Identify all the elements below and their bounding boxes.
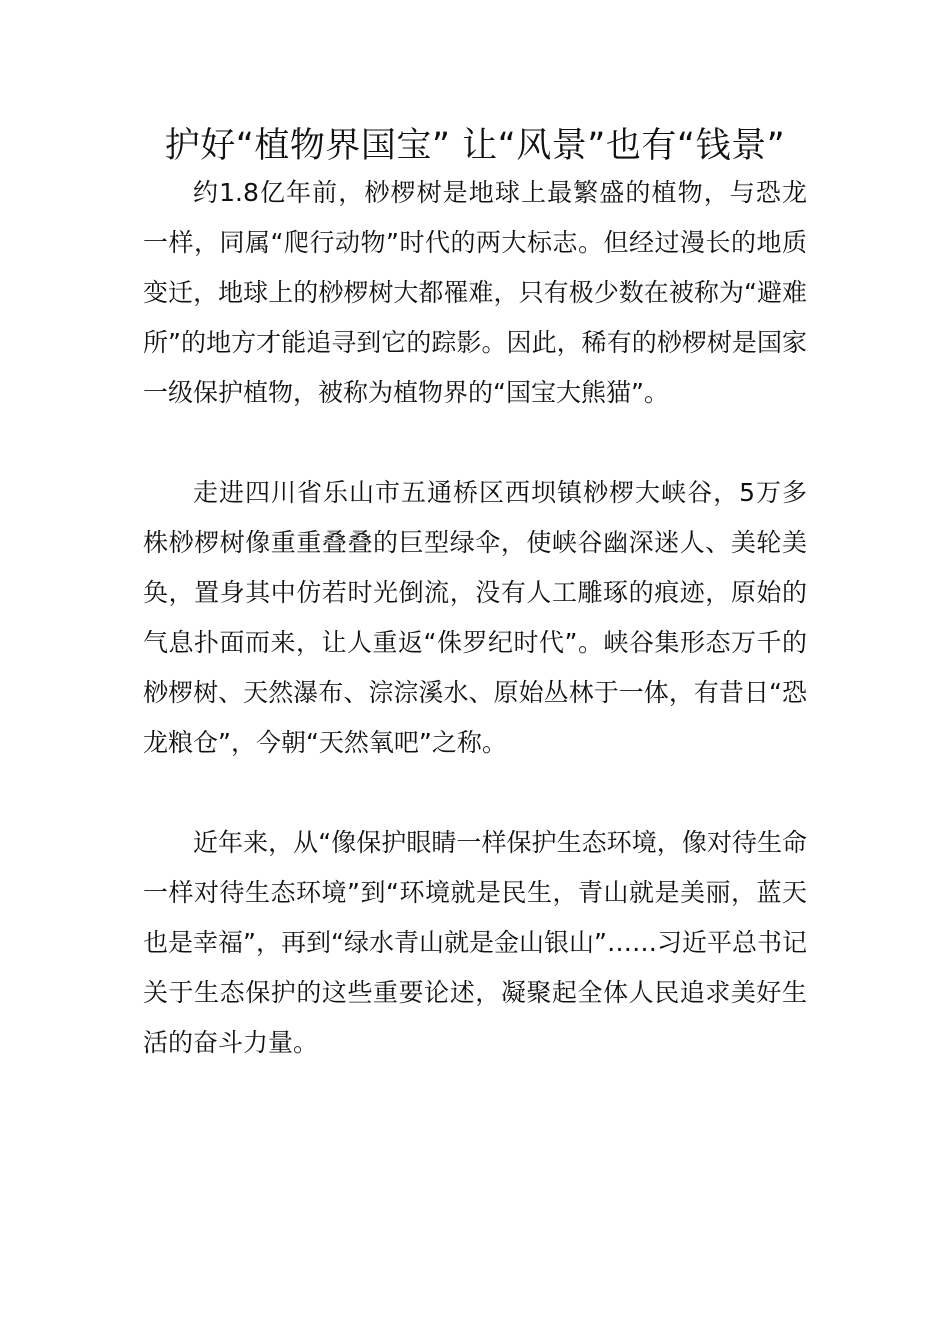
paragraph-3: 近年来，从“像保护眼睛一样保护生态环境，像对待生命一样对待生态环境”到“环境就是民生，青山就是美丽，蓝天也是幸福”，再到“绿水青山就是金山银山”……习近平总书记关于生态保护的这些重要论述，凝聚起全体人民追求美好生活的奋斗力量。 xyxy=(143,828,807,1057)
paragraph-spacer xyxy=(143,418,807,468)
paragraph-spacer xyxy=(143,768,807,818)
document-page xyxy=(143,125,807,1068)
paragraph-2: 走进四川省乐山市五通桥区西坝镇桫椤大峡谷，5万多株桫椤树像重重叠叠的巨型绿伞，使峡谷幽深迷人、美轮美奂，置身其中仿若时光倒流，没有人工雕琢的痕迹，原始的气息扑面而来，让人重返“侏罗纪时代”。峡谷集形态万千的桫椤树、天然瀑布、淙淙溪水、原始丛林于一体，有昔日“恐龙粮仓”，今朝“天然氧吧”之称。 xyxy=(143,478,807,757)
paragraph-1: 约1.8亿年前，桫椤树是地球上最繁盛的植物，与恐龙一样，同属“爬行动物”时代的两大标志。但经过漫长的地质变迁，地球上的桫椤树大都罹难，只有极少数在被称为“避难所”的地方才能追寻到它的踪影。因此，稀有的桫椤树是国家一级保护植物，被称为植物界的“国宝大熊猫”。 xyxy=(143,178,807,407)
document-title: 护好“植物界国宝” 让“风景”也有“钱景” xyxy=(164,126,786,166)
